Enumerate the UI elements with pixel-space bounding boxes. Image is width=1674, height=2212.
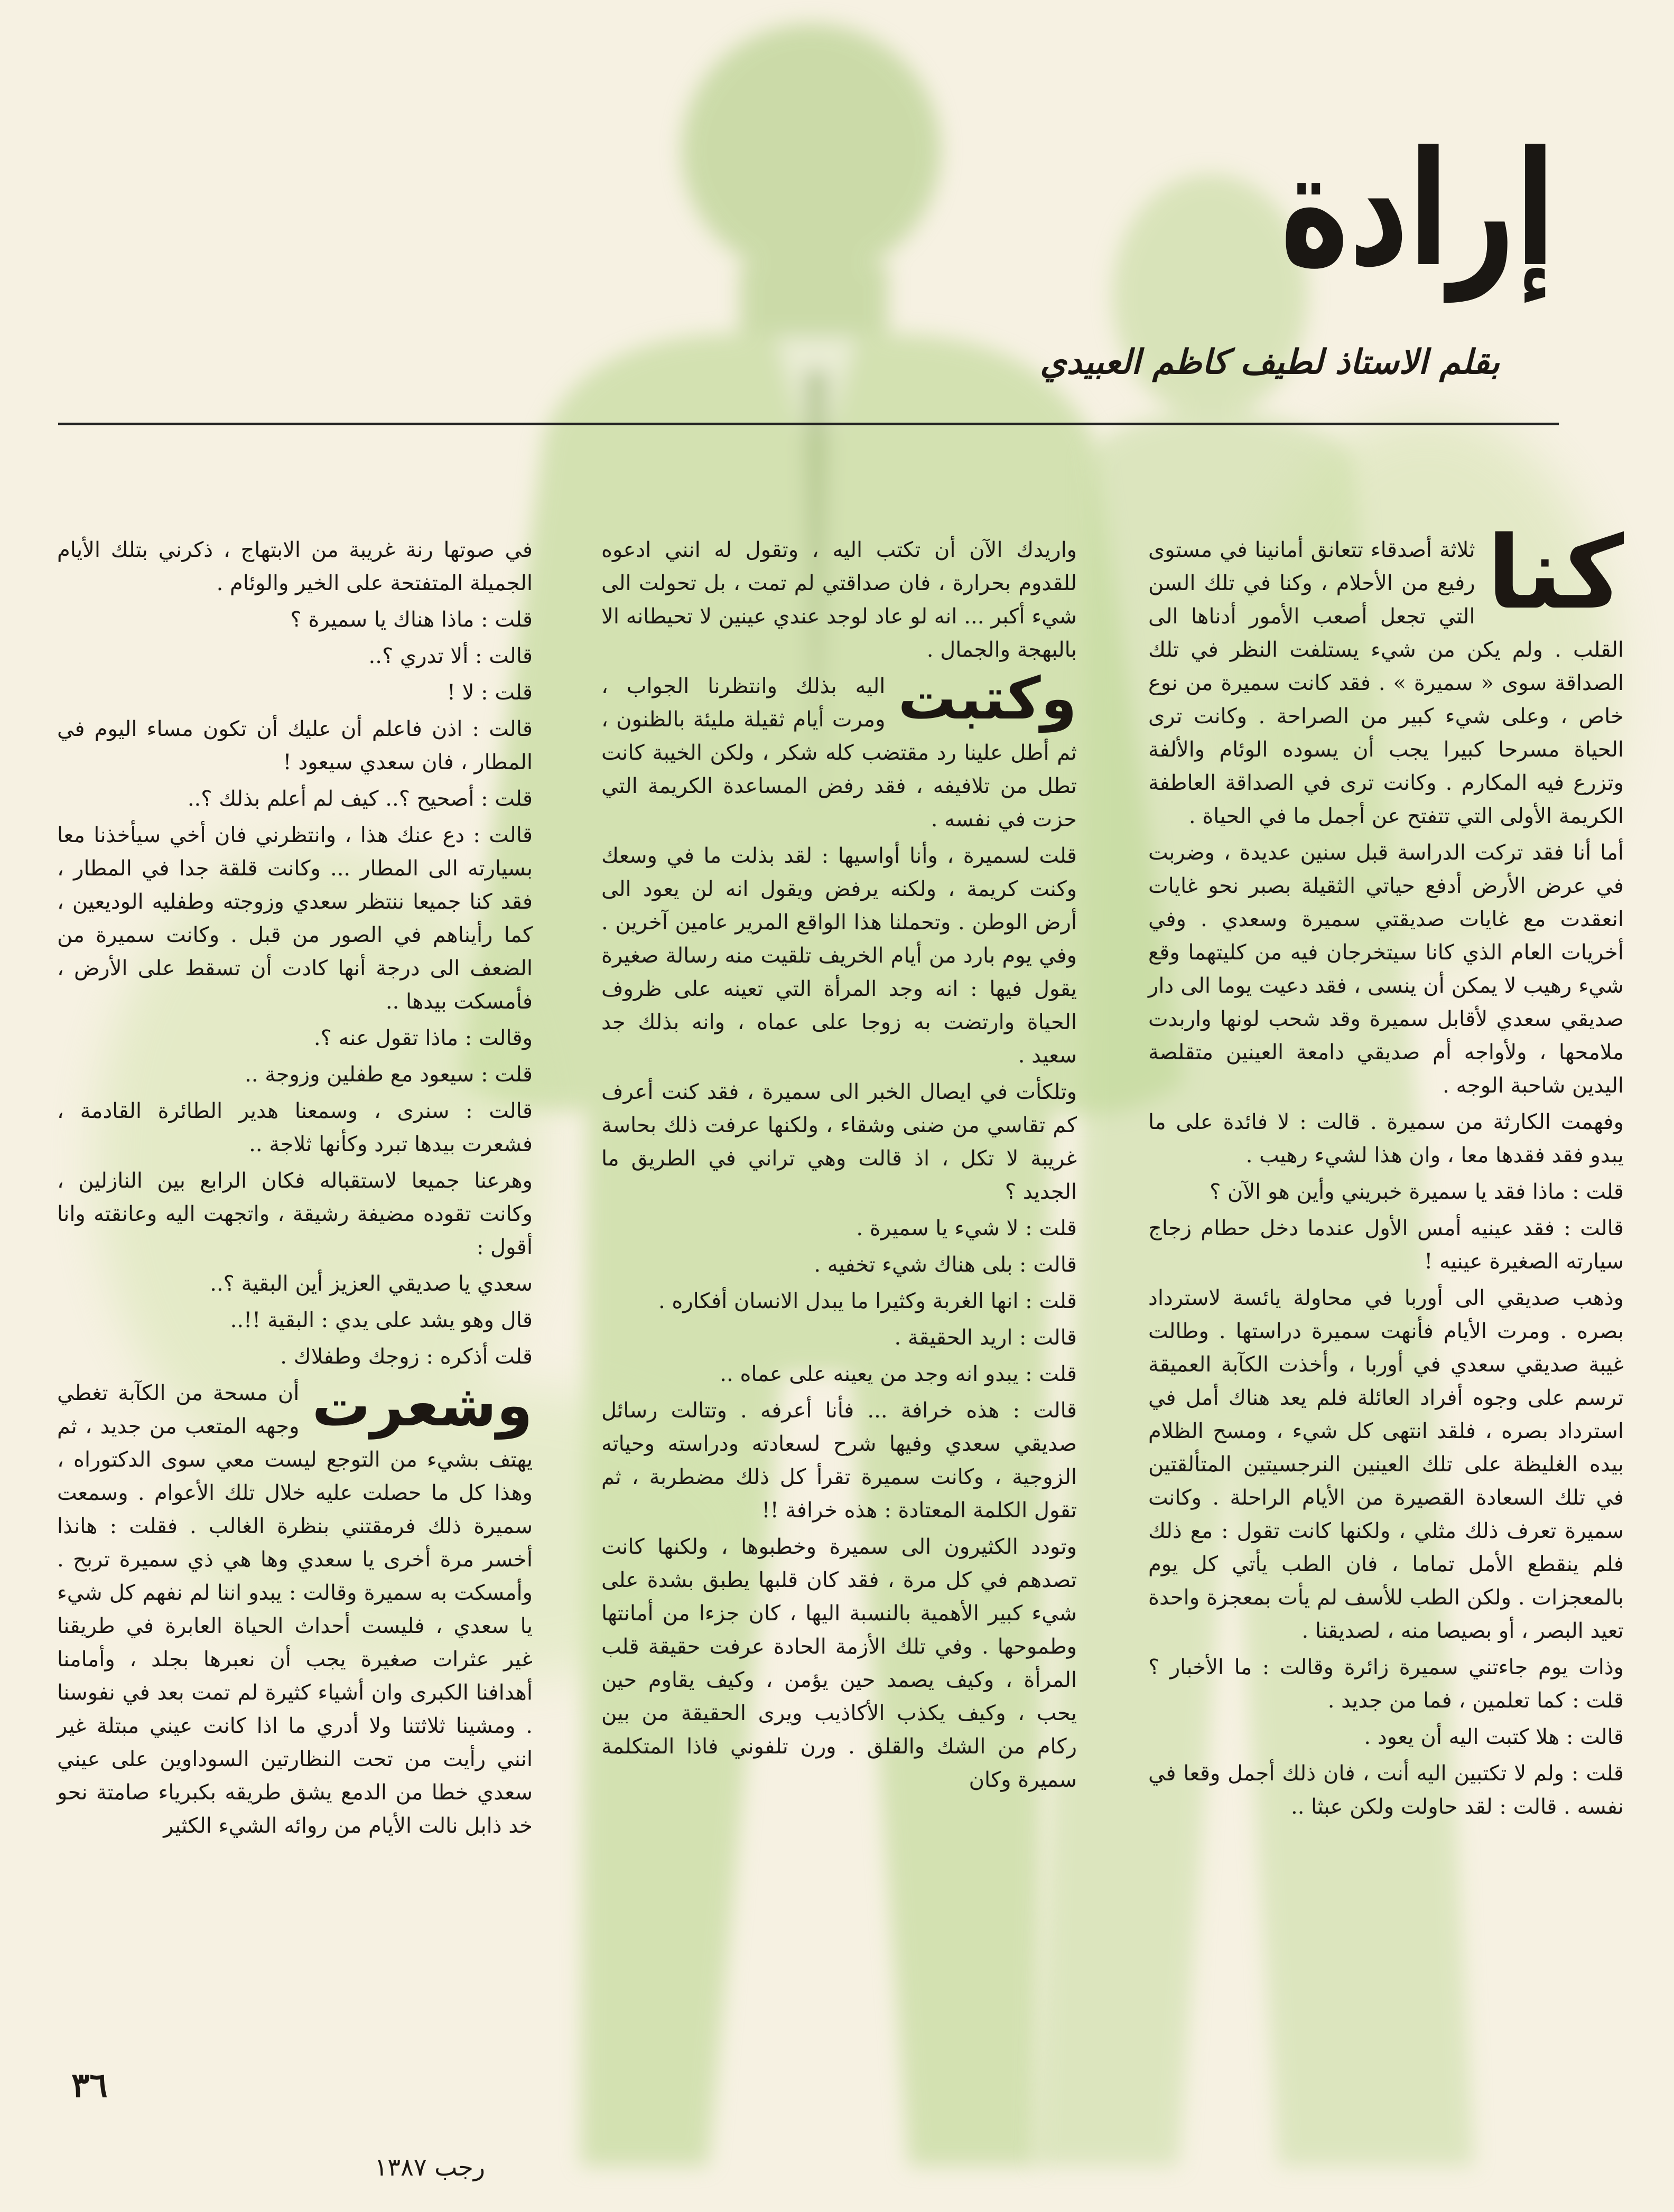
page-title-text: إرادة [1280, 117, 1656, 302]
column-left-paragraph: في صوتها رنة غريبة من الابتهاج ، ذكرني بتلك الأيام الجميلة المتفتحة على الخير والوئام . [57, 538, 533, 595]
article-column-left [57, 534, 533, 2039]
section-lead-word: وكتبت [898, 665, 1077, 732]
column-left-paragraph: وقالت : ماذا تقول عنه ؟. [313, 1026, 533, 1050]
column-left-paragraph: وهرعنا جميعا لاستقباله فكان الرابع بين النازلين ، وكانت تقوده مضيفة رشيقة ، واتجهت اليه وعانقته وانا أقول : [57, 1169, 533, 1259]
column-middle-paragraph: قلت لسميرة ، وأنا أواسيها : لقد بذلت ما في وسعك وكنت كريمة ، ولكنه يرفض ويقول انه لن يعود الى أرض الوطن . وتحملنا هذا الواقع المرير عامين آخرين . وفي يوم بارد من أيام الخريف تلقيت منه رسالة صغيرة يقول فيها : انه وجد المرأة التي تعينه على ظروف الحياة وارتضت به زوجا على عماه ، وانه بذلك جد سعيد . [601, 844, 1077, 1068]
paragraph-text: أن مسحة من الكآبة تغطي وجهه المتعب من جديد ، ثم يهتف بشيء من التوجع ليست معي سوى الدكتوراه ، وهذا كل ما حصلت عليه خلال تلك الأعوام . وسمعت سميرة ذلك فرمقتني بنظرة الغالب . فقلت : هانذا أخسر مرة أخرى يا سعدي وها هي ذي سميرة تربح . وأمسكت به سميرة وقالت : يبدو اننا لم نفهم كل شيء يا سعدي ، فليست أحداث الحياة العابرة في طريقنا غير عثرات صغيرة يجب أن نعبرها بجلد ، وأمامنا أهدافنا الكبرى وان أشياء كثيرة لم تمت بعد في نفوسنا . ومشينا ثلاثتنا ولا أدري ما اذا كانت عيني مبتلة غير انني رأيت من تحت النظارتين السوداوين على عيني سعدي خطا من الدمع يشق طريقه بكبرياء صامتة نحو خد ذابل نالت الأيام من روائه الشيء الكثير [57, 1381, 533, 1838]
column-left-paragraph: قالت : سنرى ، وسمعنا هدير الطائرة القادمة ، فشعرت بيدها تبرد وكأنها ثلاجة .. [57, 1099, 533, 1156]
column-middle-paragraph: قلت : انها الغربة وكثيرا ما يبدل الانسان أفكاره . [658, 1289, 1077, 1313]
paragraph-text: ثلاثة أصدقاء تتعانق أمانينا في مستوى رفيع من الأحلام ، وكنا في تلك السن التي تجعل أصعب الأمور أدناها الى القلب . ولم يكن من شيء يستلفت النظر في تلك الصداقة سوى « سميرة » . فقد كانت سميرة من نوع خاص ، وعلى شيء كبير من الصراحة . وكانت ترى الحياة مسرحا كبيرا يجب أن يسوده الوئام والألفة وتزرع فيه المكارم . وكانت ترى في الصداقة العاطفة الكريمة الأولى التي تتفتح عن أجمل ما في الحياة . [1148, 538, 1624, 828]
section-lead-word: وشعرت [312, 1371, 533, 1439]
column-right-paragraph: قلت : ماذا فقد يا سميرة خبريني وأين هو الآن ؟ [1210, 1180, 1624, 1204]
page-title [1270, 74, 1656, 370]
column-right-paragraph: أما أنا فقد تركت الدراسة قبل سنين عديدة ، وضربت في عرض الأرض أدفع حياتي الثقيلة بصبر نحو غايات انعقدت مع غايات صديقتي سميرة وسعدي . وفي أخريات العام الذي كانا سيتخرجان فيه من كليتهما وقع شيء رهيب لا يمكن أن ينسى ، فقد دعيت يوما الى دار صديقي سعدي لأقابل سميرة وقد شحب لونها واربدت ملامحها ، ولأواجه أم صديقي دامعة العينين متقلصة اليدين شاحبة الوجه . [1148, 841, 1624, 1098]
column-left-paragraph: قالت : ألا تدري ؟.. [368, 644, 533, 668]
column-left-paragraph [57, 1371, 533, 1843]
column-middle-paragraph: قلت : لا شيء يا سميرة . [856, 1216, 1077, 1240]
column-right-paragraph: وذات يوم جاءتني سميرة زائرة وقالت : ما الأخبار ؟ قلت : كما تعلمين ، فما من جديد . [1148, 1655, 1624, 1713]
column-middle-paragraph [601, 665, 1077, 836]
header-divider [58, 423, 1559, 425]
issue-date: رجب ١٣٨٧ [374, 2153, 485, 2181]
column-left-paragraph: قالت : دع عنك هذا ، وانتظرني فان أخي سيأخذنا معا بسيارته الى المطار ... وكانت قلقة جدا في المطار ، فقد كنا جميعا ننتظر سعدي وزوجته وطفليه الوديعين ، كما رأيناهم في الصور من قبل . وكانت سميرة من الضعف الى درجة أنها كادت أن تسقط على الأرض ، فأمسكت بيدها .. [57, 823, 533, 1014]
column-left-paragraph: قلت : سيعود مع طفلين وزوجة .. [245, 1062, 533, 1087]
column-middle-paragraph: وتودد الكثيرون الى سميرة وخطبوها ، ولكنها كانت تصدهم في كل مرة ، فقد كان قلبها يطبق بشدة على شيء كبير الأهمية بالنسبة اليها ، كان جزءا من أمانتها وطموحها . وفي تلك الأزمة الحادة عرفت حقيقة قلب المرأة ، وكيف يصمد حين يؤمن ، وكيف يقاوم حين يحب ، وكيف يكذب الأكاذيب ويرى الحقيقة من بين ركام من الشك والقلق . ورن تلفوني فاذا المتكلمة سميرة وكان [601, 1535, 1077, 1792]
column-right-paragraph: قلت : ولم لا تكتبين اليه أنت ، فان ذلك أجمل وقعا في نفسه . قالت : لقد حاولت ولكن عبثا .. [1148, 1761, 1624, 1819]
author-byline: بقلم الاستاذ لطيف كاظم العبيدي [1040, 342, 1500, 382]
page-number: ٣٦ [71, 2066, 108, 2105]
column-right-paragraph [1148, 515, 1624, 833]
column-middle-paragraph: قالت : اريد الحقيقة . [894, 1326, 1077, 1350]
column-left-paragraph: قالت : اذن فاعلم أن عليك أن تكون مساء اليوم في المطار ، فان سعدي سيعود ! [57, 717, 533, 774]
column-middle-paragraph: وتلكأت في ايصال الخبر الى سميرة ، فقد كنت أعرف كم تقاسي من ضنى وشقاء ، ولكنها عرفت ذلك بحاسة غريبة لا تكل ، اذ قالت وهي تراني في الطريق ما الجديد ؟ [601, 1080, 1077, 1204]
article-column-middle [601, 534, 1077, 2039]
column-right-paragraph: وذهب صديقي الى أوربا في محاولة يائسة لاسترداد بصره . ومرت الأيام فأنهت سميرة دراستها . وطالت غيبة صديقي سعدي في أوربا ، وأخذت الكآبة العميقة ترسم على وجوه أفراد العائلة فلم يعد هناك أمل في استرداد بصره ، فلقد انتهى كل شيء ، ومسح الظلام بيده الغليظة على تلك العينين النرجسيتين المتألقتين في تلك السعادة القصيرة من الأيام الراحلة . وكانت سميرة تعرف ذلك مثلي ، ولكنها كانت تقول : مع ذلك فلم ينقطع الأمل تماما ، فان الطب يأتي كل يوم بالمعجزات . ولكن الطب للأسف لم يأت بمعجزة واحدة تعيد البصر ، أو بصيصا منه ، لصديقنا . [1148, 1286, 1624, 1643]
column-left-paragraph: قلت : ماذا هناك يا سميرة ؟ [290, 608, 533, 632]
column-right-paragraph: قالت : فقد عينيه أمس الأول عندما دخل حطام زجاج سيارته الصغيرة عينيه ! [1148, 1216, 1624, 1274]
column-left-paragraph: سعدي يا صديقي العزيز أين البقية ؟.. [210, 1272, 533, 1296]
article-column-right [1148, 515, 1624, 2039]
column-right-paragraph: وفهمت الكارثة من سميرة . قالت : لا فائدة على ما يبدو فقد فقدها معا ، وان هذا لشيء رهيب . [1148, 1110, 1624, 1168]
drop-cap: كنا [1486, 515, 1624, 631]
column-right-paragraph: قالت : هلا كتبت اليه أن يعود . [1364, 1725, 1624, 1749]
column-left-paragraph: قلت : لا ! [447, 680, 533, 705]
column-left-paragraph: قلت أذكره : زوجك وطفلاك . [280, 1345, 533, 1369]
column-middle-paragraph: قلت : يبدو انه وجد من يعينه على عماه .. [720, 1362, 1077, 1386]
column-middle-paragraph: قالت : بلى هناك شيء تخفيه . [814, 1253, 1077, 1277]
column-middle-paragraph: قالت : هذه خرافة ... فأنا أعرفه . وتتالت رسائل صديقي سعدي وفيها شرح لسعادته ودراسته وحياته الزوجية ، وكانت سميرة تقرأ كل ذلك مضطربة ، ثم تقول الكلمة المعتادة : هذه خرافة !! [601, 1398, 1077, 1523]
column-middle-paragraph: واريدك الآن أن تكتب اليه ، وتقول له انني ادعوه للقدوم بحرارة ، فان صداقتي لم تمت ، بل تحولت الى شيء أكبر ... انه لو عاد لوجد عندي عينين لا تحيطانه الا بالبهجة والجمال . [601, 538, 1077, 662]
column-left-paragraph: قال وهو يشد على يدي : البقية !!.. [230, 1308, 533, 1332]
column-left-paragraph: قلت : أصحيح ؟.. كيف لم أعلم بذلك ؟.. [187, 787, 533, 811]
paragraph-text: اليه بذلك وانتظرنا الجواب ، ومرت أيام ثقيلة مليئة بالظنون ، ثم أطل علينا رد مقتضب كله شكر ، ولكن الخيبة كانت تطل من تلافيفه ، فقد رفض المساعدة الكريمة التي حزت في نفسه . [601, 674, 1077, 832]
